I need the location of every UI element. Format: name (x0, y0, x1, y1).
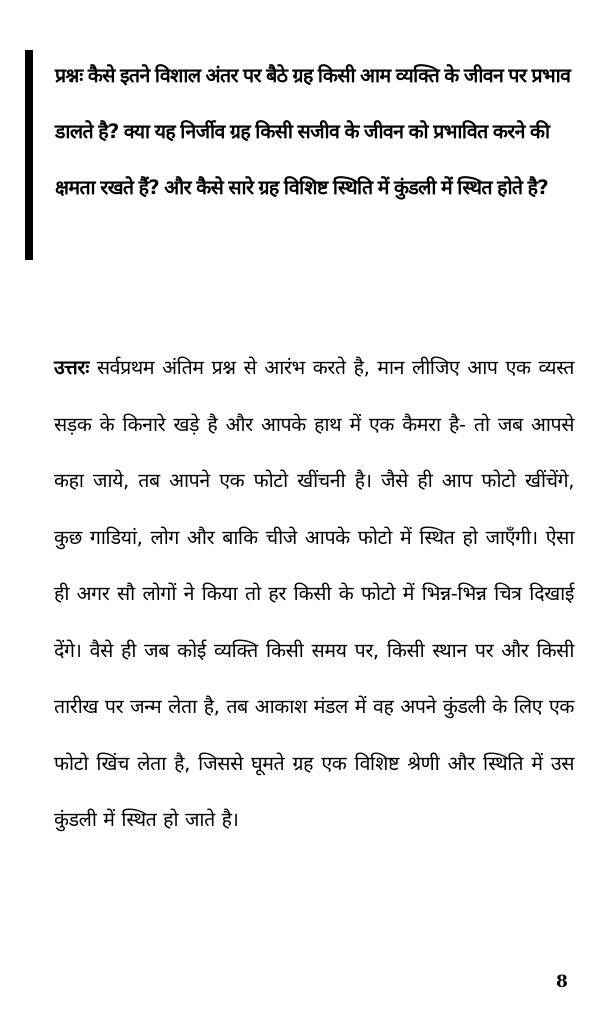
question-label: प्रश्नः (55, 64, 83, 87)
page-number: 8 (556, 972, 568, 992)
question-paragraph (55, 48, 575, 216)
question-block (25, 50, 570, 260)
answer-paragraph (54, 340, 574, 849)
question-body: कैसे इतने विशाल अंतर पर बैठे ग्रह किसी आम व्यक्ति के जीवन पर प्रभाव डालते है? क्या यह निर्जीव ग्रह किसी सजीव के जीवन को प्रभावित करने की क्षमता रखते हैं? और कैसे सारे ग्रह विशिष्ट स्थिति में कुंडली में स्थित होते है? (55, 64, 571, 199)
quote-bar (25, 50, 33, 260)
answer-block (54, 340, 574, 849)
answer-label: उत्तरः (54, 356, 89, 379)
answer-body: सर्वप्रथम अंतिम प्रश्न से आरंभ करते है, मान लीजिए आप एक व्यस्त सड़क के किनारे खड़े है और आपके हाथ में एक कैमरा है- तो जब आपसे कहा जाये, तब आपने एक फोटो खींचनी है। जैसे ही आप फोटो खींचेंगे, कुछ गाडियां, लोग और बाकि चीजे आपके फोटो में स्थित हो जाएँगी। ऐसा ही अगर सौ लोगों ने किया तो हर किसी के फोटो में भिन्न-भिन्न चित्र दिखाई देंगे। वैसे ही जब कोई व्यक्ति किसी समय पर, किसी स्थान पर और किसी तारीख पर जन्म लेता है, तब आकाश मंडल में वह अपने कुंडली के लिए एक फोटो खिंच लेता है, जिससे घूमते ग्रह एक विशिष्ट श्रेणी और स्थिति में उस कुंडली में स्थित हो जाते है। (54, 356, 574, 831)
